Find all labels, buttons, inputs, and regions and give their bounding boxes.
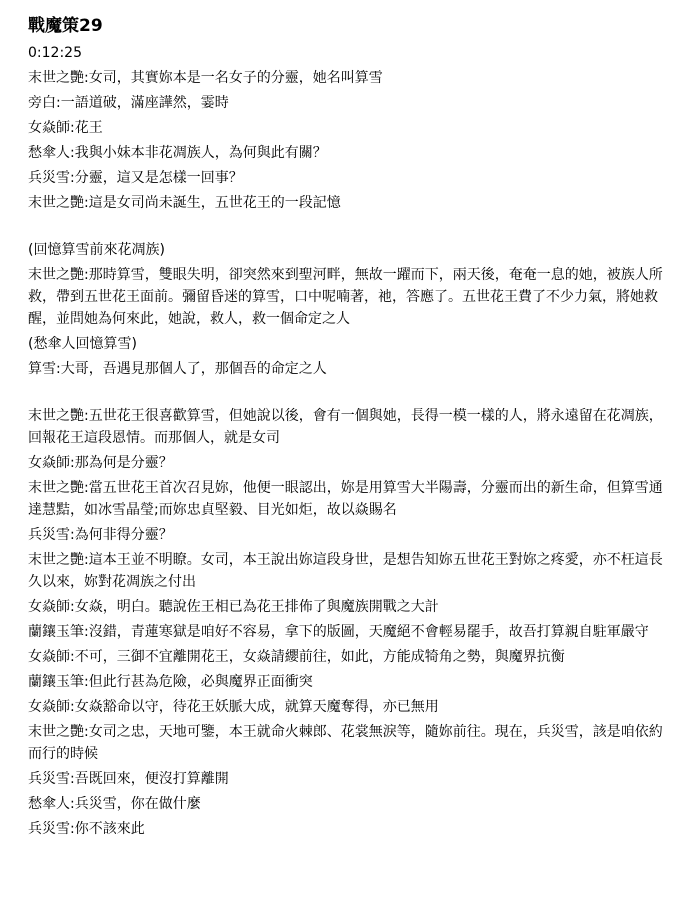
dialogue-line: 女焱師:不可，三御不宜離開花王，女焱請纓前往，如此，方能成犄角之勢，與魔界抗衡 bbox=[28, 649, 565, 665]
blank-line bbox=[28, 217, 668, 239]
dialogue-line: 女焱師:那為何是分靈？ bbox=[28, 455, 173, 471]
dialogue-line: 旁白:一語道破，滿座譁然，霎時 bbox=[28, 95, 229, 111]
blank-line bbox=[28, 383, 668, 405]
dialogue-line: 末世之艷:五世花王很喜歡算雪，但她說以後，會有一個與她，長得一模一樣的人，將永遠留在花凋族，回報花王這段恩情。而那個人，就是女司 bbox=[28, 408, 663, 446]
scene-note: (回憶算雪前來花凋族) bbox=[28, 242, 165, 258]
dialogue-line: 末世之艷:那時算雪，雙眼失明，卻突然來到聖河畔，無故一躍而下，兩天後，奄奄一息的她，被族人所救，帶到五世花王面前。彌留昏迷的算雪，口中呢喃著，祂，答應了。五世花王費了不少力氣，將她救醒，並問她為何來此，她說，救人，救一個命定之人 bbox=[28, 267, 663, 327]
timestamp: 0:12:25 bbox=[28, 45, 82, 61]
dialogue-line: 兵災雪:你不該來此 bbox=[28, 821, 145, 837]
document-body bbox=[28, 14, 668, 843]
dialogue-line: 末世之艷:這本王並不明瞭。女司，本王說出妳這段身世，是想告知妳五世花王對妳之疼愛，亦不枉這長久以來，妳對花凋族之付出 bbox=[28, 552, 663, 590]
dialogue-line: 愁傘人:兵災雪，你在做什麼 bbox=[28, 796, 201, 812]
dialogue-line: 末世之艷:當五世花王首次召見妳，他便一眼認出，妳是用算雪大半陽壽，分靈而出的新生命，但算雪通達慧黠，如冰雪晶瑩;而妳忠貞堅毅、目光如炬，故以焱賜名 bbox=[28, 480, 663, 518]
dialogue-line: 末世之艷:這是女司尚未誕生，五世花王的一段記憶 bbox=[28, 195, 341, 211]
dialogue-line: 兵災雪:分靈，這又是怎樣一回事？ bbox=[28, 170, 243, 186]
dialogue-line: 女焱師:花王 bbox=[28, 120, 103, 136]
dialogue-line: 末世之艷:女司之忠，天地可鑒，本王就命火棘郎、花裳無淚等，隨妳前往。現在，兵災雪，該是咱依約而行的時候 bbox=[28, 724, 663, 762]
dialogue-line: 愁傘人:我與小妹本非花凋族人，為何與此有關？ bbox=[28, 145, 327, 161]
dialogue-line: 兵災雪:為何非得分靈？ bbox=[28, 527, 173, 543]
document-title: 戰魔策29 bbox=[28, 16, 103, 36]
dialogue-line: 蘭鑲玉筆:沒錯，青蓮寒獄是咱好不容易，拿下的版圖，天魔絕不會輕易罷手，故吾打算親自駐軍嚴守 bbox=[28, 624, 649, 640]
dialogue-line: 蘭鑲玉筆:但此行甚為危險，必與魔界正面衝突 bbox=[28, 674, 313, 690]
dialogue-line: 女焱師:女焱，明白。聽說佐王相已為花王排佈了與魔族開戰之大計 bbox=[28, 599, 439, 615]
scene-note: (愁傘人回憶算雪) bbox=[28, 336, 137, 352]
dialogue-line: 末世之艷:女司，其實妳本是一名女子的分靈，她名叫算雪 bbox=[28, 70, 383, 86]
dialogue-line: 算雪:大哥，吾遇見那個人了，那個吾的命定之人 bbox=[28, 361, 327, 377]
dialogue-line: 女焱師:女焱豁命以守，待花王妖脈大成，就算天魔奪得，亦已無用 bbox=[28, 699, 439, 715]
dialogue-line: 兵災雪:吾既回來，便沒打算離開 bbox=[28, 771, 229, 787]
